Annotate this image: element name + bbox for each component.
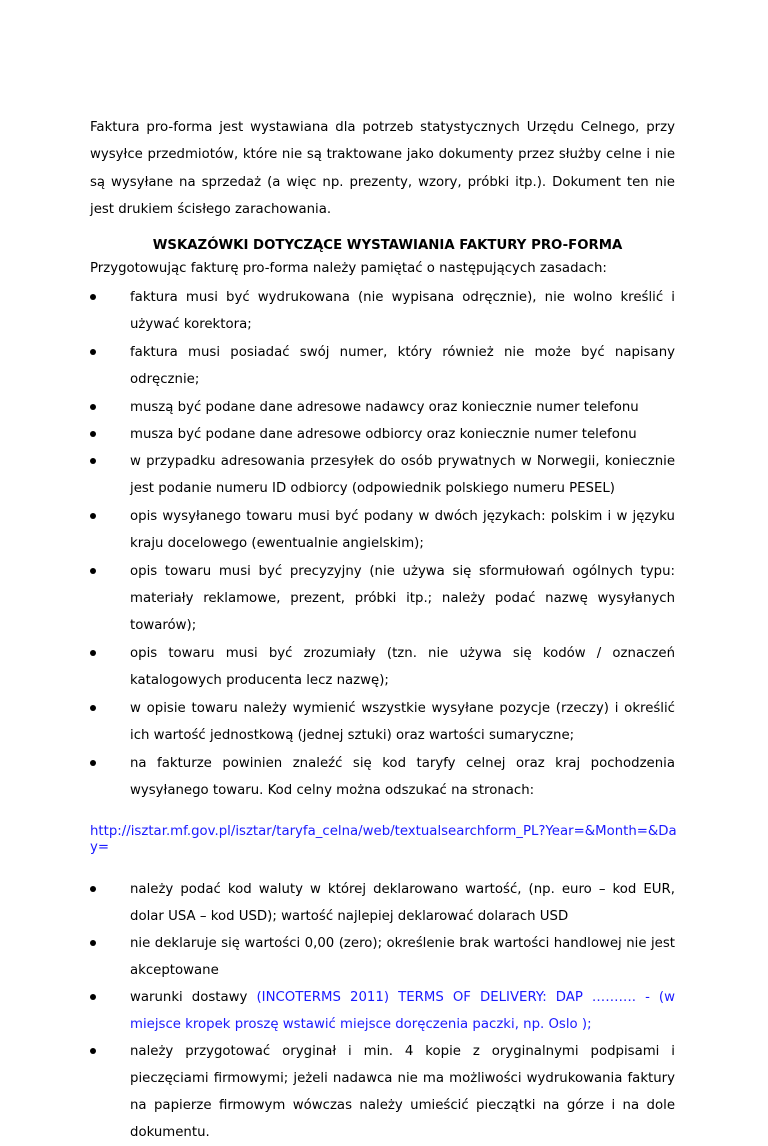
list-item: należy podać kod waluty w której deklarowano wartość, (np. euro – kod EUR, dolar USA – kod USD); wartość najlepiej deklarować dolarach USD <box>90 876 675 930</box>
delivery-terms-highlight: (INCOTERMS 2011) TERMS OF DELIVERY: DAP ………. - (w miejsce kropek proszę wstawić miejsce doręczenia paczki, np. Oslo ); <box>130 989 675 1032</box>
list-item: muszą być podane dane adresowe nadawcy oraz koniecznie numer telefonu <box>90 394 675 421</box>
bullet-icon <box>90 431 96 437</box>
list-item: w przypadku adresowania przesyłek do osób prywatnych w Norwegii, koniecznie jest podanie numeru ID odbiorcy (odpowiednik polskiego numeru PESEL) <box>90 448 675 502</box>
list-item: musza być podane dane adresowe odbiorcy oraz koniecznie numer telefonu <box>90 421 675 448</box>
bullet-icon <box>90 513 96 519</box>
list-item: faktura musi być wydrukowana (nie wypisana odręcznie), nie wolno kreślić i używać korektora; <box>90 284 675 338</box>
bullet-icon <box>90 458 96 464</box>
bullet-icon <box>90 940 96 946</box>
bullet-icon <box>90 404 96 410</box>
rules-list-2 <box>90 876 675 1146</box>
bullet-icon <box>90 568 96 574</box>
list-item: opis towaru musi być zrozumiały (tzn. nie używa się kodów / oznaczeń katalogowych producenta lecz nazwę); <box>90 640 675 694</box>
list-item: faktura musi posiadać swój numer, który również nie może być napisany odręcznie; <box>90 339 675 393</box>
list-item: warunki dostawy (INCOTERMS 2011) TERMS OF DELIVERY: DAP ………. - (w miejsce kropek proszę wstawić miejsce doręczenia paczki, np. Oslo ); <box>90 984 675 1038</box>
bullet-icon <box>90 760 96 766</box>
list-item: na fakturze powinien znaleźć się kod taryfy celnej oraz kraj pochodzenia wysyłanego towaru. Kod celny można odszukać na stronach: <box>90 750 675 804</box>
list-item: nie deklaruje się wartości 0,00 (zero); określenie brak wartości handlowej nie jest akceptowane <box>90 930 675 984</box>
bullet-icon <box>90 349 96 355</box>
bullet-icon <box>90 294 96 300</box>
list-item: opis wysyłanego towaru musi być podany w dwóch językach: polskim i w języku kraju docelowego (ewentualnie angielskim); <box>90 503 675 557</box>
document-page <box>90 114 675 1146</box>
list-intro: Przygotowując fakturę pro-forma należy pamiętać o następujących zasadach: <box>90 260 607 276</box>
bullet-icon <box>90 994 96 1000</box>
rules-list <box>90 284 675 804</box>
section-heading: WSKAZÓWKI DOTYCZĄCE WYSTAWIANIA FAKTURY PRO-FORMA <box>152 237 623 253</box>
list-item: opis towaru musi być precyzyjny (nie używa się sformułowań ogólnych typu: materiały reklamowe, prezent, próbki itp.; należy podać nazwę wysyłanych towarów); <box>90 558 675 639</box>
intro-paragraph: Faktura pro-forma jest wystawiana dla potrzeb statystycznych Urzędu Celnego, przy wysyłce przedmiotów, które nie są traktowane jako dokumenty przez służby celne i nie są wysyłane na sprzedaż (a więc np. prezenty, wzory, próbki itp.). Dokument ten nie jest drukiem ścisłego zarachowania. <box>90 120 675 218</box>
list-item: w opisie towaru należy wymienić wszystkie wysyłane pozycje (rzeczy) i określić ich wartość jednostkową (jednej sztuki) oraz wartości sumaryczne; <box>90 695 675 749</box>
customs-tariff-link[interactable]: http://isztar.mf.gov.pl/isztar/taryfa_celna/web/textualsearchform_PL?Year=&Month=&Day= <box>90 823 677 855</box>
list-item: należy przygotować oryginał i min. 4 kopie z oryginalnymi podpisami i pieczęciami firmowymi; jeżeli nadawca nie ma możliwości wydrukowania faktury na papierze firmowym wówczas należy umieścić pieczątki na górze i na dole dokumentu. <box>90 1038 675 1146</box>
bullet-icon <box>90 886 96 892</box>
bullet-icon <box>90 705 96 711</box>
bullet-icon <box>90 650 96 656</box>
bullet-icon <box>90 1048 96 1054</box>
